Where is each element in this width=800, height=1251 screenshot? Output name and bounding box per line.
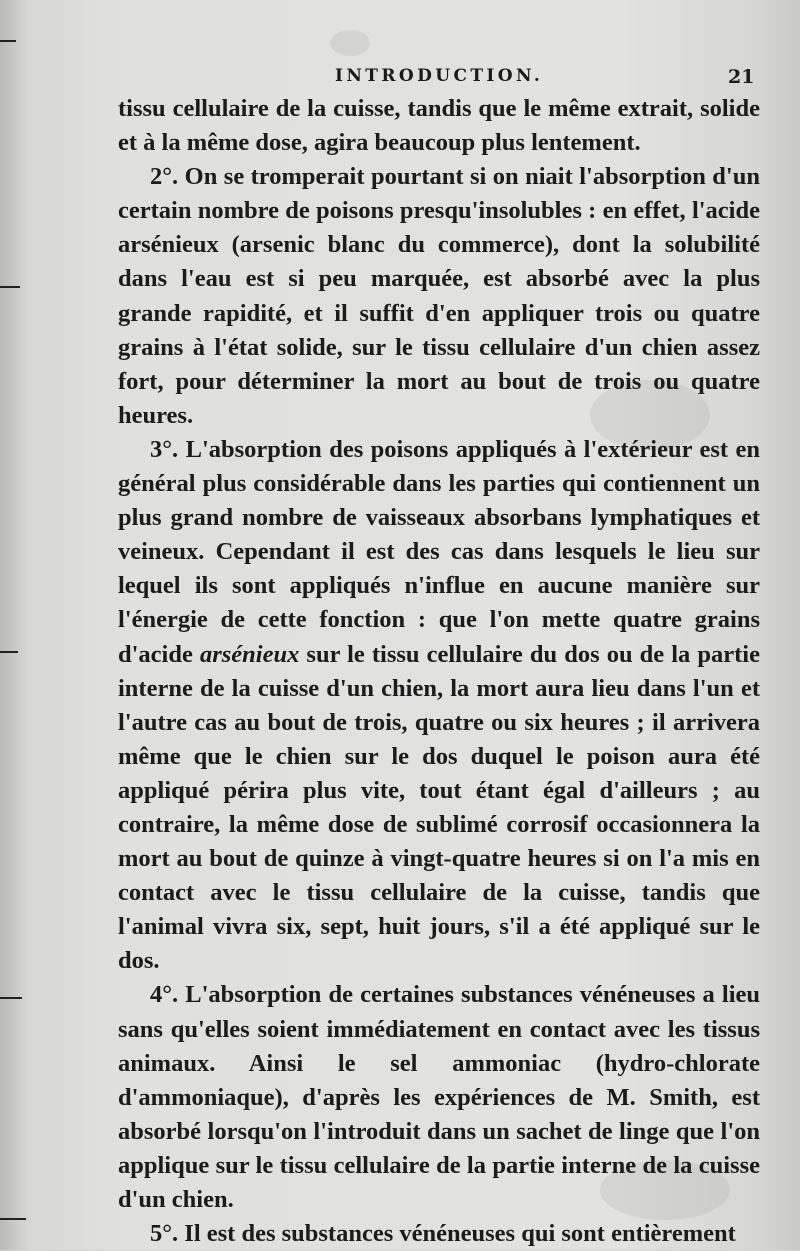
paragraph-text-after-italic: sur le tissu cellulaire du dos ou de la partie interne de la cuisse d'un chien, la mort aura lieu dans l'un et l'autre cas au bout de trois, quatre ou six heures ; il arrivera même que le chien sur le dos duquel le poison aura été appliqué périra plus vite, tout étant égal d'ailleurs ; au contraire, la même dose de sublimé corrosif occasionnera la mort au bout de quinze à vingt-quatre heures si on l'a mis en contact avec le tissu cellulaire de la cuisse, tandis que l'animal vivra six, sept, huit jours, s'il a été appliqué sur le dos. <box>118 640 760 975</box>
paragraph-4 <box>118 978 760 1217</box>
running-title: INTRODUCTION. <box>335 66 544 86</box>
paragraph-5 <box>118 1217 760 1251</box>
paragraph-text: 2°. On se tromperait pourtant si on niait l'absorption d'un certain nombre de poisons presqu'insolubles : en effet, l'acide arsénieux (arsenic blanc du commerce), dont la solubilité dans l'eau est si peu marquée, est absorbé avec la plus grande rapidité, et il suffit d'en appliquer trois ou quatre grains à l'état solide, sur le tissu cellulaire d'un chien assez fort, pour déterminer la mort au bout de trois ou quatre heures. <box>118 163 760 429</box>
italic-term: arsénieux <box>199 640 300 668</box>
paragraph-2 <box>118 160 760 433</box>
paragraph-text: 4°. L'absorption de certaines substances vénéneuses a lieu sans qu'elles soient immédiatement en contact avec les tissus animaux. Ainsi le sel ammoniac (hydro-chlorate d'ammoniaque), d'après les expériences de M. Smith, est absorbé lorsqu'on l'introduit dans un sachet de linge que l'on applique sur le tissu cellulaire de la partie interne de la cuisse d'un chien. <box>118 981 760 1213</box>
paragraph-text: tissu cellulaire de la cuisse, tandis que le même extrait, solide et à la même dose, agira beaucoup plus lentement. <box>118 95 760 157</box>
page-number: 21 <box>728 66 755 88</box>
paragraph-3 <box>118 433 760 979</box>
paragraph-text-before-italic: 3°. L'absorption des poisons appliqués à l'extérieur est en général plus considérable dans les parties qui contiennent un plus grand nombre de vaisseaux absorbans lymphatiques et veineux. Cependant il est des cas dans lesquels le lieu sur lequel ils sont appliqués n'influe en aucune manière sur l'énergie de cette fonction : que l'on mette quatre grains d'acide <box>118 435 760 668</box>
paragraph-continued <box>118 92 760 160</box>
running-head <box>0 62 800 92</box>
body-text <box>118 92 760 1251</box>
paragraph-text: 5°. Il est des substances vénéneuses qui sont entièrement <box>150 1220 736 1248</box>
